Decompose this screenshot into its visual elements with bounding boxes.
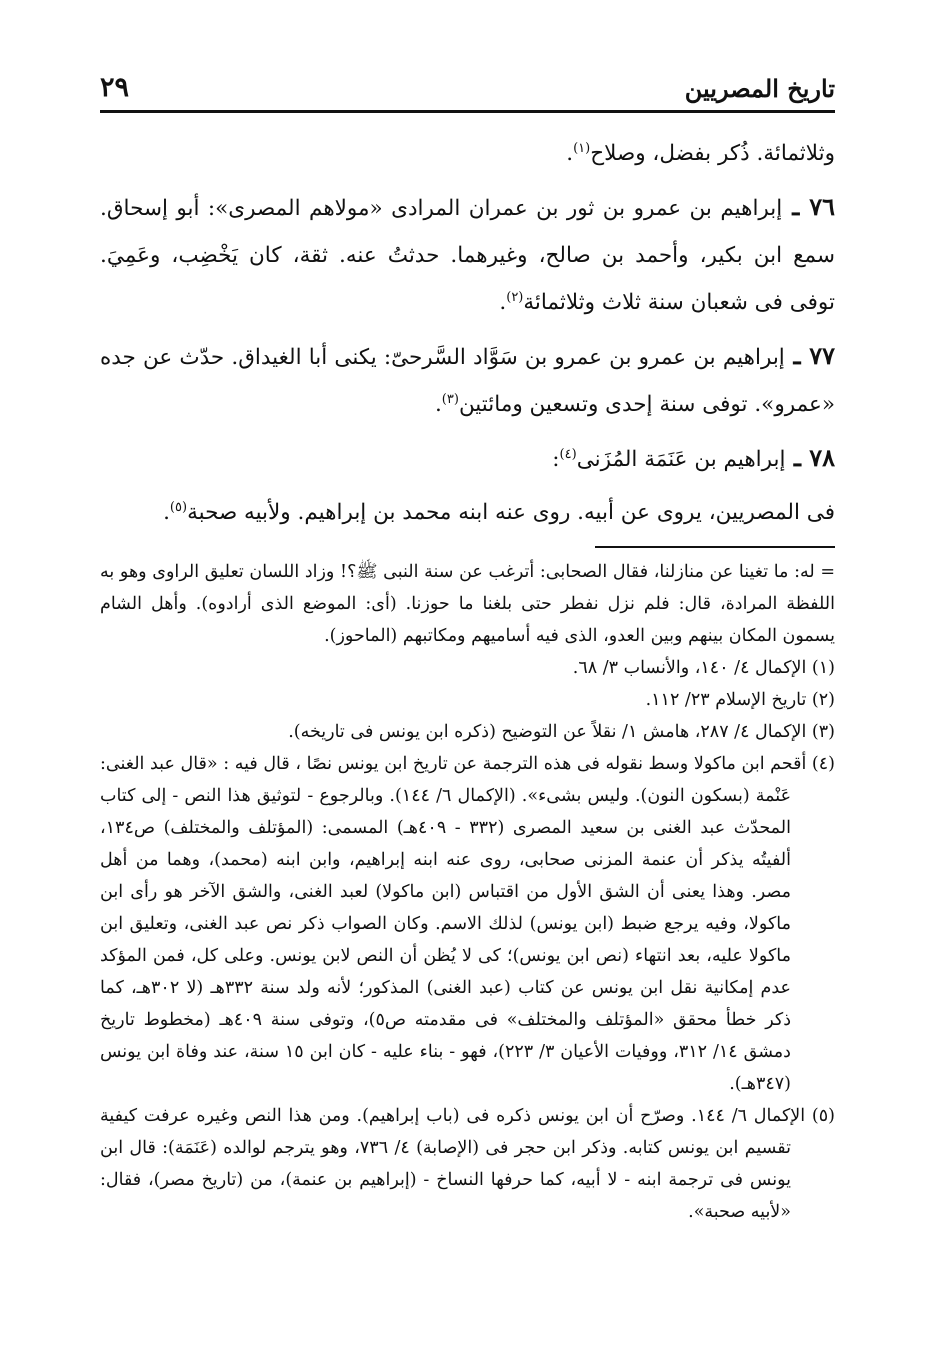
- page-header: [100, 72, 835, 112]
- footnote-ref: (٤): [559, 446, 577, 462]
- punctuation: .: [434, 392, 442, 417]
- biography-entry-77: ٧٧ ـ إبراهيم بن عمرو بن عمرو بن سَوَّاد السَّرحىّ: يكنى أبا الغيداق. حدّث عن جده «عمرو». توفى سنة إحدى وتسعين ومائتين$^{(٣)}$.: [100, 341, 835, 417]
- entry-text: فى المصريين، يروى عن أبيه. روى عنه ابنه محمد بن إبراهيم. ولأبيه صحبة: [187, 500, 835, 525]
- punctuation: .: [566, 141, 574, 166]
- footnotes: [100, 556, 835, 1228]
- page-number: ٢٩: [100, 72, 130, 103]
- footnote-separator: [595, 546, 835, 548]
- entry-number: ٧٨: [809, 443, 835, 472]
- header-rule: [100, 110, 835, 113]
- biography-entry-78: ٧٨ ـ إبراهيم بن عَنَمَة المُزَنى$^{(٤)}$:: [552, 443, 835, 472]
- footnote-4: (٤) أقحم ابن ماكولا وسط نقوله فى هذه الترجمة عن تاريخ ابن يونس نصًا ، قال فيه : «قال عبد الغنى: عَنْمة (بسكون النون). وليس بشىء». (الإكمال ٦/ ١٤٤). وبالرجوع - لتوثيق هذا النص - إلى كتاب المحدّث عبد الغنى بن سعيد المصرى (٣٣٢ - ٤٠٩هـ) المسمى: (المؤتلف والمختلف) ص١٣٤، ألفيتُه يذكر أن عنمة المزنى صحابى، روى عنه ابنه إبراهيم، وابن ابنه (محمد)، وهما من أهل مصر. وهذا يعنى أن الشق الأول من اقتباس (ابن ماكولا) لعبد الغنى، والشق الآخر هو رأى ابن ماكولا، وفيه يرجع ضبط (ابن يونس) لذلك الاسم. وكان الصواب ذكر نص عبد الغنى، وتعليق ابن ماكولا عليه، بعد انتهاء (نص ابن يونس)؛ كى لا يُظن أن النص لابن يونس. وعلى كل، فمن المؤكد عدم إمكانية نقل ابن يونس عن كتاب (عبد الغنى) المذكور؛ لأنه ولد سنة ٣٣٢هـ (لا ٣٠٢هـ، كما ذكر خطأ محقق «المؤتلف والمختلف» فى مقدمته ص٥)، وتوفى سنة ٤٠٩هـ (مخطوط تاريخ دمشق ١٤/ ٣١٢، ووفيات الأعيان ٣/ ٢٢٣)، فهو - بناء عليه - كان ابن ١٥ سنة، عند وفاة ابن يونس (٣٤٧هـ).: [100, 754, 835, 1094]
- entry-number: ٧٧: [809, 341, 835, 370]
- punctuation: .: [499, 290, 507, 315]
- intro-text: وثلاثمائة. ذُكر بفضل، وصلاح: [590, 141, 835, 166]
- footnote-ref: (٥): [169, 499, 188, 515]
- intro-line: [100, 130, 835, 177]
- footnote-ref: (١): [573, 140, 591, 156]
- entry-text: إبراهيم بن عمرو بن ثور بن عمران المرادى «مولاهم المصرى»: أبو إسحاق. سمع ابن بكير، وأحمد بن صالح، وغيرهما. حدثتُ عنه. ثقة، كان يَخْضِب، وعَمِيَ. توفى فى شعبان سنة ثلاث وثلاثمائة: [100, 196, 835, 315]
- biography-entry-76: ٧٦ ـ إبراهيم بن عمرو بن ثور بن عمران المرادى «مولاهم المصرى»: أبو إسحاق. سمع ابن بكير، وأحمد بن صالح، وغيرهما. حدثتُ عنه. ثقة، كان يَخْضِب، وعَمِيَ. توفى فى شعبان سنة ثلاث وثلاثمائة$^{(٢)}$.: [100, 192, 835, 315]
- entry-text: إبراهيم بن عَنَمَة المُزَنى: [576, 447, 786, 472]
- footnote-5: (٥) الإكمال ٦/ ١٤٤. وصرّح أن ابن يونس ذكره فى (باب إبراهيم). ومن هذا النص وغيره عرفت كيفية تقسيم ابن يونس كتابه. وذكر ابن حجر فى (الإصابة) ٤/ ٧٣٦، وهو يترجم لوالده (عَنَمَة): قال ابن يونس فى ترجمة ابنه - لا أبيه، كما حرفها النساخ - (إبراهيم بن عنمة)، من (تاريخ مصر)، فقال: «لأبيه صحبة».: [100, 1106, 835, 1222]
- footnote-2: (٢) تاريخ الإسلام ٢٣/ ١١٢.: [645, 690, 835, 710]
- footnote-continuation: = له: ما تغينا عن منازلنا، فقال الصحابى: أترغب عن سنة النبى ﷺ؟! وزاد اللسان تعليق الراوى وهو به اللفظة المرادة، قال: فلم نزل نفطر حتى بلغنا ما حوزنا. (أى: الموضع الذى أرادوه). وأهل الشام يسمون المكان بينهم وبين العدو، الذى فيه أساميهم ومكاتبهم (الماحوز).: [100, 562, 835, 646]
- main-text: [100, 130, 835, 536]
- footnote-1: (١) الإكمال ٤/ ١٤٠، والأنساب ٣/ ٦٨.: [572, 658, 835, 678]
- entry-text: إبراهيم بن عمرو بن عمرو بن سَوَّاد السَّرحىّ: يكنى أبا الغيداق. حدّث عن جده «عمرو». توفى سنة إحدى وتسعين ومائتين: [100, 345, 835, 417]
- footnote-ref: (٢): [506, 289, 524, 305]
- entry-78-continuation: [100, 489, 835, 536]
- footnote-3: (٣) الإكمال ٤/ ٢٨٧، هامش ١/ نقلاً عن التوضيح (ذكره ابن يونس فى تاريخه).: [288, 722, 835, 742]
- punctuation: .: [163, 500, 170, 525]
- running-title: تاريخ المصريين: [684, 74, 835, 103]
- entry-number: ٧٦: [809, 192, 835, 221]
- punctuation: :: [552, 447, 560, 472]
- footnote-ref: (٣): [441, 391, 459, 407]
